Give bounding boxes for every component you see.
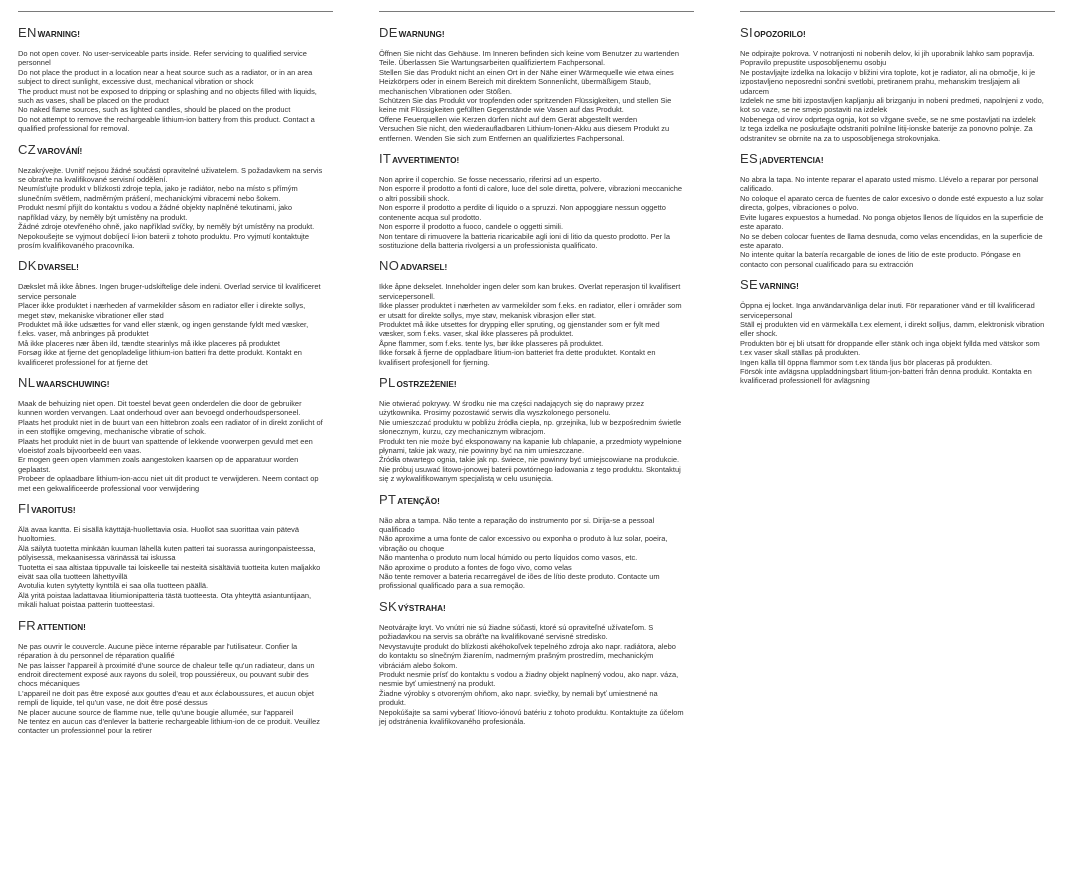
warning-title: WAARSCHUWING! — [36, 379, 110, 389]
language-code: DE — [379, 25, 398, 40]
warning-line: L'appareil ne doit pas être exposé aux gouttes d'eau et aux éclaboussures, et aucun objet rempli de liquide, tel qu'un vase, ne doit être posé dessus — [18, 688, 314, 708]
warning-section-de — [379, 26, 694, 143]
section-heading — [18, 259, 333, 275]
warning-section-en — [18, 26, 333, 134]
warning-line: No coloque el aparato cerca de fuentes de calor excesivo o donde esté expuesto a luz solar directa, golpes, vibraciones o polvo. — [740, 193, 1044, 213]
warning-section-pt — [379, 493, 694, 591]
warning-line: Älä säilytä tuotetta minkään kuuman lähellä kuten patteri tai suorassa auringonpaisteessa, pölyisessä, mekaanisessa värinässä tai iskussa — [18, 543, 316, 563]
warning-line: Nepokoušejte se vyjmout dobíjecí li-ion baterii z tohoto produktu. Pro vyjmutí kontaktujte prosím kvalifikovaného pracovníka. — [18, 231, 309, 250]
warning-line: Öffnen Sie nicht das Gehäuse. Im Inneren befinden sich keine vom Benutzer zu wartenden Teile. Überlassen Sie Wartungsarbeiten qualifiziertem Fachpersonal. — [379, 49, 679, 68]
warning-section-nl — [18, 376, 333, 493]
warning-line: Non esporre il prodotto a fonti di calore, luce del sole diretta, polvere, vibrazioni meccaniche o altri possibili shock. — [379, 184, 683, 203]
warning-body — [740, 301, 1046, 386]
warning-line: Nie umieszczać produktu w pobliżu źródła ciepła, np. grzejnika, lub w bezpośrednim świetle słonecznym, kurzu, czy mechanicznym wibracjom. — [379, 417, 682, 437]
warning-body — [379, 282, 685, 367]
language-code: FI — [18, 501, 31, 517]
warning-line: Ikke forsøk å fjerne de oppladbare litium-ion batteriet fra dette produktet. Kontakt en kvalifisert profesjonell for fjerning. — [379, 348, 656, 367]
warning-line: Probeer de oplaadbare lithium-ion-accu niet uit dit product te verwijderen. Neem contact op met een gekwalificeerde professional voor verwijdering — [18, 474, 319, 493]
language-code: SE — [740, 277, 758, 293]
warning-line: Nepokúšajte sa sami vyberať lítiovo-iónovú batériu z tohoto produktu. Kontaktujte za účelom jej odstránenia kvalifikovaného profesionála. — [379, 707, 684, 726]
language-code: DK — [18, 258, 37, 274]
warning-section-dk — [18, 259, 333, 367]
warning-body — [740, 175, 1046, 269]
warning-section-pl — [379, 376, 694, 484]
column-3 — [740, 0, 1055, 395]
warning-line: Não abra a tampa. Não tente a reparação do instrumento por si. Dirija-se a pessoal qualificado — [379, 515, 655, 535]
warning-line: Ne tentez en aucun cas d'enlever la batterie rechargeable lithium-ion de ce produit. Veuillez contacter un professionnel pour la retirer — [18, 716, 320, 736]
warning-line: Produktet må ikke utsettes for drypping eller spruting, og gjenstander som er fylt med væsker, som f.eks. vaser, skal ikke plasseres på produktet. — [379, 319, 660, 339]
warning-line: Produkt ten nie może być eksponowany na kapanie lub chlapanie, a przedmioty wypełnione płynami, takie jak wazy, nie powinny być na nim umieszczane. — [379, 436, 682, 455]
warning-line: Neotvárajte kryt. Vo vnútri nie sú žiadne súčasti, ktoré sú opraviteľné užívateľom. S požiadavkou na servis sa obráťte na kvalifikované servisné stredisko. — [379, 622, 654, 642]
warning-section-fr — [18, 619, 333, 736]
section-heading — [740, 26, 1055, 42]
section-heading — [379, 26, 694, 42]
warning-line: Do not attempt to remove the rechargeable lithium-ion battery from this product. Contact a qualified professional for removal. — [18, 114, 315, 134]
warning-line: Nevystavujte produkt do blízkosti akéhokoľvek tepelného zdroja ako napr. radiátora, alebo do kontaktu so slnečným žiarením, nadmerným prašným prostredím, mechanickým vibráciám alebo šokom. — [379, 641, 676, 670]
warning-body — [740, 49, 1046, 143]
section-heading — [379, 600, 694, 616]
language-code: NL — [18, 374, 36, 390]
warning-section-es — [740, 152, 1055, 269]
warning-line: Älä avaa kantta. Ei sisällä käyttäjä-huollettavia osia. Huollot saa suorittaa vain pätevä huoltomies. — [18, 525, 300, 544]
warning-line: Nie otwierać pokrywy. W środku nie ma części nadających się do naprawy przez użytkownika. Prosimy pozostawić serwis dla wyszkolonego personelu. — [379, 398, 645, 418]
language-code: IT — [379, 151, 392, 167]
warning-title: DVARSEL! — [37, 263, 79, 273]
column-rule — [740, 11, 1055, 12]
section-heading — [379, 376, 694, 392]
warning-body — [18, 282, 324, 367]
warning-title: WARNING! — [37, 30, 80, 39]
column-rule — [379, 11, 694, 12]
warning-line: Produkten bör ej bli utsatt för droppande eller stänk och inga objekt fyllda med vätskor som t.ex vaser skall ställas på produkten. — [740, 338, 1040, 358]
warning-line: Não aproxime o produto a fontes de fogo vivo, como velas — [379, 562, 572, 572]
language-code: NO — [379, 258, 400, 274]
warning-line: Não tente remover a bateria recarregável de iões de lítio deste produto. Contacte um profissional qualificado para a sua remoção. — [379, 572, 660, 591]
warning-title: VÝSTRAHA! — [397, 603, 446, 613]
warning-title: OSTRZEŻENIE! — [396, 379, 457, 389]
warning-line: Maak de behuizing niet open. Dit toestel bevat geen onderdelen die door de gebruiker kunnen worden vervangen. Laat onderhoud over aan bevoegd onderhoudspersoneel. — [18, 398, 302, 418]
section-heading — [379, 493, 694, 509]
warning-line: Ne pas ouvrir le couvercle. Aucune pièce interne réparable par l'utilisateur. Confier la réparation à du personnel de réparation qualifié — [18, 641, 298, 661]
warning-line: Versuchen Sie nicht, den wiederaufladbaren Lithium-Ionen-Akku aus diesem Produkt zu entfernen. Wenden Sie sich zum Entfernen an qualifiziertes Fachpersonal. — [379, 124, 670, 143]
warning-line: No intente quitar la batería recargable de iones de litio de este producto. Póngase en contacto con personal cualificado para su extracción — [740, 250, 1021, 269]
warning-line: Non esporre il prodotto a fuoco, candele o oggetti simili. — [379, 222, 564, 232]
warning-line: Plaats het produkt niet in de buurt van spattende of lekkende voorwerpen gevuld met een vloeistof zoals bijvoorbeeld een vaas. — [18, 436, 313, 455]
warning-line: Ställ ej produkten vid en värmekälla t.ex element, i direkt solljus, damm, elektronisk vibration eller shock. — [740, 319, 1045, 339]
warning-section-sk — [379, 600, 694, 726]
warning-title: ¡ADVERTENCIA! — [758, 156, 824, 166]
warning-line: Nie próbuj usuwać litowo-jonowej baterii powtórnego ładowania z tego produktu. Skontaktuj się z wykwalifikowanym specjalistą w celu usunięcia. — [379, 464, 681, 484]
warning-line: Non tentare di rimuovere la batteria ricaricabile agli ioni di litio da questo prodotto. Per la sostituzione della batteria rivolgersi a un professionista qualificato. — [379, 231, 670, 250]
warning-body — [379, 623, 685, 726]
warning-line: Produktet må ikke udsættes for vand eller stænk, og ingen genstande fyldt med væsker, f.eks. vaser, må anbringes på produktet — [18, 319, 309, 339]
warning-line: Ne placer aucune source de flamme nue, telle qu'une bougie allumée, sur l'appareil — [18, 707, 294, 717]
column-rule — [18, 11, 333, 12]
warning-line: The product must not be exposed to dripping or splashing and no objects filled with liquids, such as vases, shall be placed on the product — [18, 86, 317, 106]
section-heading — [379, 152, 694, 168]
warning-title: VAROITUS! — [31, 506, 76, 516]
language-code: PT — [379, 491, 397, 507]
warning-section-no — [379, 259, 694, 367]
warning-title: ATTENTION! — [36, 622, 86, 632]
warning-title: ATENÇÃO! — [397, 496, 440, 506]
warning-line: Må ikke placeres nær åben ild, tændte stearinlys må ikke placeres på produktet — [18, 338, 280, 348]
warning-title: AVVERTIMENTO! — [392, 156, 460, 166]
warning-body — [379, 49, 685, 143]
warning-line: Non esporre il prodotto a perdite di liquido o a spruzzi. Non appoggiare nessun oggetto contenente acqua sul prodotto. — [379, 203, 666, 222]
warning-line: Ikke åpne dekselet. Inneholder ingen deler som kan brukes. Overlat reperasjon til kvalifisert servicepersonell. — [379, 282, 681, 301]
warning-line: Não mantenha o produto num local húmido ou perto líquidos como vasos, etc. — [379, 553, 638, 563]
warning-line: Forsøg ikke at fjerne det genopladelige lithium-ion batteri fra dette produkt. Kontakt en kvalificeret professionel for at fjerne det — [18, 348, 302, 367]
warning-body — [18, 525, 324, 610]
warning-line: Izdelek ne sme biti izpostavljen kapljanju ali brizganju in nobeni predmeti, napolnjeni z vodo, kot so vaze, se ne smejo postaviti na izdelek — [740, 96, 1044, 115]
warning-line: No naked flame sources, such as lighted candles, should be placed on the product — [18, 105, 291, 115]
warning-line: Dækslet må ikke åbnes. Ingen bruger-udskiftelige dele indeni. Overlad service til kvalificeret service personale — [18, 282, 321, 301]
warning-line: Ne postavljajte izdelka na lokacijo v bližini vira toplote, kot je radiator, ali na območje, ki je izpostavljeno neposredni sončni svetlobi, pretiranem prahu, mehanskim tresljajem ali udarcem — [740, 67, 1036, 96]
warning-line: No se deben colocar fuentes de llama desnuda, como velas encendidas, en la superficie de este aparato. — [740, 231, 1043, 250]
warning-title: WARNUNG! — [398, 30, 445, 39]
warning-line: Produkt nesmí přijít do kontaktu s vodou a žádné objekty naplněné tekutinami, jako například vázy, by neměly být umístěny na produkt. — [18, 203, 293, 222]
warning-section-si — [740, 26, 1055, 143]
warning-title: VAROVÁNÍ! — [36, 146, 83, 156]
column-1 — [18, 0, 333, 745]
section-heading — [379, 259, 694, 275]
warning-line: Schützen Sie das Produkt vor tropfenden oder spritzenden Flüssigkeiten, und stellen Sie keine mit Flüssigkeiten gefüllten Gegenstände wie Vasen auf das Produkt. — [379, 96, 672, 115]
warning-line: Źródła otwartego ognia, takie jak np. świece, nie powinny być umiejscowiane na produkcie. — [379, 455, 680, 465]
warning-line: Do not place the product in a location near a heat source such as a radiator, or in an area subject to direct sunlight, excessive dust, mechanical vibration or shock — [18, 67, 313, 87]
warning-line: Nezakrývejte. Uvnitř nejsou žádné součásti opravitelné uživatelem. S požadavkem na servis se obraťte na kvalifikované servisní oddělení. — [18, 165, 323, 185]
language-code: FR — [18, 617, 36, 633]
warning-section-it — [379, 152, 694, 250]
warning-body — [379, 175, 685, 250]
warning-line: Ne pas laisser l'appareil à proximité d'une source de chaleur telle qu'un radiateur, dans un endroit directement exposé aux rayons du soleil, trop poussiéreux, ou pouvant subir des chocs mécaniques — [18, 660, 315, 689]
warning-line: Neumísťujte produkt v blízkosti zdroje tepla, jako je radiátor, nebo na místo s přímým slunečním světlem, nadměrným prášení, mechanickými vibracemi nebo šokem. — [18, 184, 298, 203]
section-heading — [18, 143, 333, 159]
language-code: PL — [379, 374, 396, 390]
language-code: CZ — [18, 141, 36, 157]
section-heading — [18, 619, 333, 635]
warning-line: Žiadne výrobky s otvoreným ohňom, ako napr. sviečky, by nemali byť umiestnené na produkt. — [379, 688, 658, 708]
warning-section-fi — [18, 502, 333, 610]
warning-body — [18, 49, 324, 134]
warning-line: Iz tega izdelka ne poskušajte odstraniti polnilne litij-ionske baterije za ponovno polnje. Za odstranitev se obrnite na za to usposobljenega strokovnjaka. — [740, 124, 1033, 143]
warning-line: Offene Feuerquellen wie Kerzen dürfen nicht auf dem Gerät abgestellt werden — [379, 114, 638, 124]
warning-line: Nobenega od virov odprtega ognja, kot so vžgane sveče, se ne sme postavljati na izdelek — [740, 114, 1036, 124]
warning-title: VARNING! — [758, 282, 799, 292]
warning-line: Åpne flammer, som f.eks. tente lys, bør ikke plasseres på produktet. — [379, 338, 604, 348]
warning-section-se — [740, 278, 1055, 386]
warning-body — [379, 399, 685, 484]
column-2 — [379, 0, 694, 735]
warning-line: Produkt nesmie prísť do kontaktu s vodou a žiadny objekt naplnený vodou, ako napr. váza, nesmie byť umiestnený na produkt. — [379, 669, 679, 689]
language-code: SI — [740, 25, 753, 40]
warning-title: ADVARSEL! — [400, 263, 448, 273]
warning-line: Não aproxime a uma fonte de calor excessivo ou exponha o produto à luz solar, poeira, vibração ou choque — [379, 534, 668, 553]
warning-body — [379, 516, 685, 591]
warning-line: Non aprire il coperchio. Se fosse necessario, riferirsi ad un esperto. — [379, 175, 602, 185]
language-code: EN — [18, 25, 37, 40]
warning-line: Evite lugares expuestos a humedad. No ponga objetos llenos de líquidos en la superficie de este aparato. — [740, 212, 1044, 232]
section-heading — [18, 376, 333, 392]
warning-line: Ingen källa till öppna flammor som t.ex tända ljus bör placeras på produkten. — [740, 357, 993, 367]
warning-line: Avotulia kuten sytytetty kynttilä ei saa olla tuotteen päällä. — [18, 581, 209, 591]
warning-line: Žádné zdroje otevřeného ohně, jako například svíčky, by neměly být umístěny na produkt. — [18, 222, 315, 232]
warning-line: Älä yritä poistaa ladattavaa litiumionipatteria tästä tuotteesta. Ota yhteyttä asiantuntijaan, mikäli haluat poistaa patterin tuotteestasi. — [18, 590, 312, 610]
warning-line: Försök inte avlägsna uppladdningsbart litium-jon-batteri från denna produkt. Kontakta en kvalificerad professionell för avlägsning — [740, 366, 1032, 386]
warning-line: No abra la tapa. No intente reparar el aparato usted mismo. Llévelo a reparar por personal calificado. — [740, 175, 1039, 194]
warning-line: Placer ikke produktet i nærheden af varmekilder såsom en radiator eller i direkte sollys, meget støv, mekaniske vibrationer eller stød — [18, 301, 306, 320]
section-heading — [18, 502, 333, 518]
warning-body — [18, 399, 324, 493]
warning-body — [18, 166, 324, 251]
warning-line: Stellen Sie das Produkt nicht an einen Ort in der Nähe einer Wärmequelle wie etwa eines Heizkörpers oder in einem Bereich mit direktem Sonnenlicht, übermäßigem Staub, mechanischen Vibrationen oder Stößen. — [379, 67, 674, 96]
section-heading — [740, 278, 1055, 294]
warning-line: Ikke plasser produktet i nærheten av varmekilder som f.eks. en radiator, eller i områder som er utsatt for direkte sollys, mye støv, mekanisk vibrasjon eller støt. — [379, 301, 682, 320]
language-code: ES — [740, 151, 758, 167]
warning-line: Do not open cover. No user-serviceable parts inside. Refer servicing to qualified service personnel — [18, 49, 307, 68]
warning-line: Tuotetta ei saa altistaa tippuvalle tai loiskeelle tai nesteitä sisältäviä tuotteita kuten maljakko eivät saa olla tuotteen lähettyvillä — [18, 562, 321, 582]
section-heading — [18, 26, 333, 42]
warning-section-cz — [18, 143, 333, 251]
warning-body — [18, 642, 324, 736]
warning-line: Er mogen geen open vlammen zoals aangestoken kaarsen op de apparatuur worden geplaatst. — [18, 455, 299, 474]
warning-title: OPOZORILO! — [753, 30, 806, 39]
warning-line: Ne odpirajte pokrova. V notranjosti ni nobenih delov, ki jih uporabnik lahko sam popravlja. Popravilo prepustite usposobljenemu osobju — [740, 49, 1035, 68]
warning-line: Öppna ej locket. Inga användarvänliga delar inuti. För reparationer vänd er till kvalificerad servicepersonal — [740, 301, 1035, 320]
warning-line: Plaats het produkt niet in de buurt van een hittebron zoals een radiator of in direkt zonlicht of in een stoffijke omgeving, mechanische vibratie of schok. — [18, 417, 323, 437]
section-heading — [740, 152, 1055, 168]
language-code: SK — [379, 598, 397, 614]
